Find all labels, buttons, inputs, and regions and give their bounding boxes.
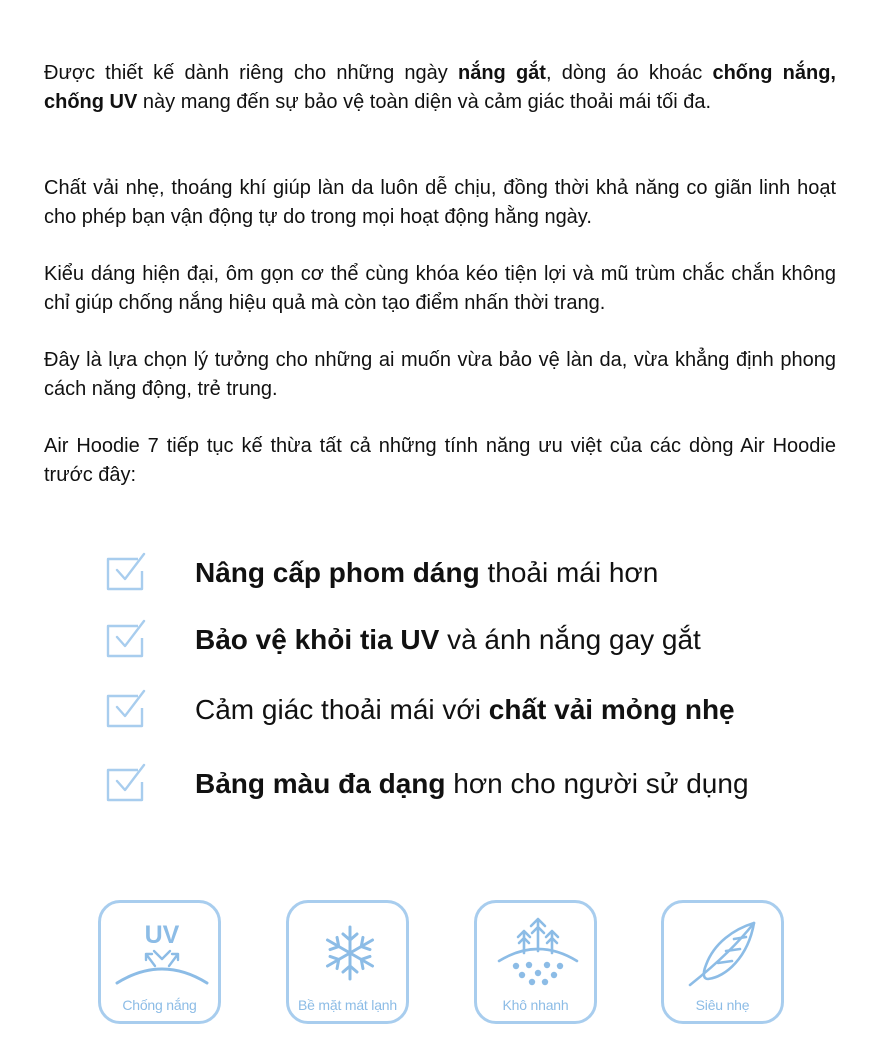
text-span: , dòng áo khoác bbox=[545, 62, 713, 84]
feature-bold: chất vải mỏng nhẹ bbox=[488, 694, 735, 725]
badge-label: Siêu nhẹ bbox=[695, 997, 750, 1013]
text-span: này mang đến sự bảo vệ toàn diện và cảm giác thoải mái tối đa. bbox=[137, 91, 712, 113]
checkbox-icon bbox=[104, 688, 148, 732]
choice-paragraph: Đây là lựa chọn lý tưởng cho những ai muốn vừa bảo vệ làn da, vừa khẳng định phong cách năng động, trẻ trung. bbox=[44, 349, 836, 400]
badge-sun-protection bbox=[98, 900, 221, 1024]
feature-item bbox=[104, 688, 735, 732]
features-intro-paragraph: Air Hoodie 7 tiếp tục kế thừa tất cả những tính năng ưu việt của các dòng Air Hoodie trước đây: bbox=[44, 435, 836, 486]
badge-lightweight bbox=[661, 900, 784, 1024]
feature-text: Cảm giác thoải mái với bbox=[195, 694, 489, 725]
checkbox-icon bbox=[104, 551, 148, 595]
feature-item bbox=[104, 551, 658, 595]
badge-label: Khô nhanh bbox=[502, 997, 569, 1013]
bold-text: chống nắng, chống UV bbox=[44, 62, 836, 113]
badge-label: Chống nắng bbox=[122, 997, 197, 1013]
feature-bold: Nâng cấp phom dáng bbox=[195, 557, 480, 588]
uv-glyph: UV bbox=[144, 921, 180, 949]
checkbox-icon bbox=[104, 762, 148, 806]
intro-paragraph bbox=[44, 59, 836, 117]
fabric-paragraph: Chất vải nhẹ, thoáng khí giúp làn da luôn dễ chịu, đồng thời khả năng co giãn linh hoạt cho phép bạn vận động tự do trong mọi hoạt động hằng ngày. bbox=[44, 177, 836, 228]
feature-text: hơn cho người sử dụng bbox=[445, 768, 749, 799]
bold-text: nắng gắt bbox=[457, 62, 546, 84]
feature-text: và ánh nắng gay gắt bbox=[439, 624, 701, 655]
text-span: Được thiết kế dành riêng cho những ngày bbox=[44, 62, 458, 84]
feature-item bbox=[104, 762, 749, 806]
badge-cool-surface bbox=[286, 900, 409, 1024]
feature-bold: Bảng màu đa dạng bbox=[195, 768, 446, 799]
style-paragraph: Kiểu dáng hiện đại, ôm gọn cơ thể cùng khóa kéo tiện lợi và mũ trùm chắc chắn không chỉ giúp chống nắng hiệu quả mà còn tạo điểm nhấn thời trang. bbox=[44, 263, 836, 314]
badge-label: Bề mặt mát lạnh bbox=[298, 997, 397, 1013]
feature-bold: Bảo vệ khỏi tia UV bbox=[195, 624, 440, 655]
badge-quick-dry bbox=[474, 900, 597, 1024]
checkbox-icon bbox=[104, 618, 148, 662]
feature-item bbox=[104, 618, 701, 662]
feature-text: thoải mái hơn bbox=[479, 557, 659, 588]
